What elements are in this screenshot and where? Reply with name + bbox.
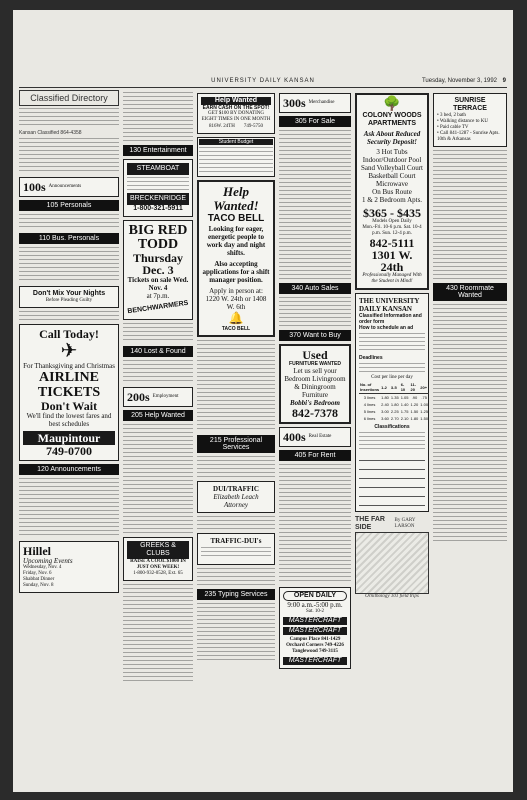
open-hours: 9:00 a.m.-5:00 p.m. [287, 601, 343, 609]
hillel-title: Hillel [23, 544, 51, 558]
fares-text: We'll find the lowest fares and best schedules [26, 412, 112, 428]
form-line[interactable] [359, 463, 425, 470]
ski-details [127, 177, 189, 191]
mastercraft-ad [279, 587, 351, 669]
rates-header-cell: 3-5 [390, 381, 400, 394]
campus-place: Campus Place 841-1429 [289, 637, 341, 642]
open-daily: OPEN DAILY [283, 591, 347, 601]
auto-sales-text [279, 297, 351, 327]
rates-cell: 2.25 [390, 409, 399, 414]
dont-wait: Don't Wait [40, 399, 98, 413]
column-2-bottom-text [123, 584, 193, 684]
mastercraft-logo: MASTERCRAFT [283, 617, 347, 625]
rates-cell: 2.70 [390, 416, 399, 421]
sunrise-feature: • 3 bed, 2 bath [437, 113, 466, 118]
bell-icon: 🔔 [228, 311, 244, 325]
rates-cell: 1.40 [400, 402, 409, 407]
rates-header-cell: No. of Insertions [360, 382, 380, 392]
section-want-to-buy: 370 Want to Buy [279, 330, 351, 341]
help-wanted-banner: Help Wanted [201, 97, 271, 105]
real-estate-header [279, 427, 351, 447]
colony-address: 1301 W. 24th [371, 248, 413, 274]
student-budget-text [199, 147, 273, 173]
earn-cash: EARN CASH ON THE SPOT! [202, 105, 270, 111]
taco-bell-apply: Also accepting applications for a shift manager position. [202, 260, 270, 284]
amenities-list [360, 148, 424, 204]
amenity-item: Indoor/Outdoor Pool [362, 156, 422, 164]
for-rent-text [279, 464, 351, 584]
rates-cell: 4 lines [363, 402, 376, 407]
rates-cell: 2.40 [381, 402, 389, 407]
rates-cell: 3.60 [381, 416, 389, 421]
sunrise-feature: • Call 841-1287 - Sunrise Apts. 10th & Arkansas [437, 131, 500, 142]
taco-bell-logo: TACO BELL [221, 326, 251, 332]
deadlines: Deadlines [359, 355, 383, 361]
colony-phone: 842-5111 [369, 236, 415, 250]
rates-row [359, 415, 429, 422]
announcements-header [19, 177, 119, 197]
hillel-event-3: Shabbat Dinner [23, 577, 55, 582]
rates-table [359, 381, 429, 422]
misc-text-2 [197, 568, 275, 586]
ski-ad [123, 159, 193, 217]
hillel-event-2: Friday, Nov. 6 [23, 571, 52, 576]
sunrise-terrace-ad [433, 93, 507, 147]
rates-header-cell: 1-2 [380, 381, 390, 394]
section-roommate-wanted: 430 Roommate Wanted [433, 283, 507, 301]
thanksgiving-text: For Thanksgiving and Christmas [23, 362, 115, 370]
column-3-text [197, 340, 275, 432]
typing-services-text [197, 603, 275, 663]
amenity-item: Microwave [376, 180, 408, 188]
ticket-sale: Tickets on sale Wed. Nov. 4 [127, 276, 189, 292]
furniture-call: Let us sell your Bedroom Livingroom & Diningroom Furniture [284, 367, 346, 399]
misc-text [197, 516, 275, 530]
used-title: Used [302, 348, 328, 362]
section-100s-subtitle: Announcements [48, 184, 82, 189]
misc-text [19, 311, 119, 321]
rates-cell: 3.00 [381, 409, 389, 414]
paper-name: UNIVERSITY DAILY KANSAN [211, 78, 315, 84]
ticket-time: at 7p.m. [146, 292, 170, 300]
traffic-dui-text [201, 547, 271, 559]
rates-header-cell: 20+ [419, 381, 429, 394]
column-6 [433, 90, 507, 786]
rates-cell: 1.20 [410, 402, 419, 407]
attorney-name: Elizabeth Leach Attorney [213, 493, 259, 509]
steamboat: STEAMBOAT [127, 163, 189, 175]
airline-tickets-ad [19, 324, 119, 461]
column-1 [19, 90, 119, 786]
section-professional-services: 215 Professional Services [197, 435, 275, 453]
open-saturday: Sat. 10-2 [305, 609, 325, 614]
classifications: Classifications [374, 424, 410, 430]
greeks-phone: 1-800-932-0528, Ext. 65 [133, 571, 183, 576]
ski-phone: 1-800-321-5911 [133, 205, 183, 212]
form-line[interactable] [359, 472, 425, 479]
section-400s: 400s [283, 430, 306, 444]
rates-cell: 1.05 [400, 395, 409, 400]
dont-mix-title: Don't Mix Your Nights [32, 290, 106, 297]
merchandise-header [279, 93, 351, 113]
bobbis-phone: 842-7378 [292, 406, 338, 420]
far-side-author: By GARY LARSON [394, 518, 416, 529]
plasma-ad [197, 93, 275, 134]
roommate-text [433, 304, 507, 544]
security-deposit: Ask About Reduced Security Deposit! [363, 130, 421, 146]
misc-text [123, 323, 193, 343]
page-number: 9 [502, 78, 507, 84]
taco-bell-address: Apply in person at: 1220 W. 24th or 1408 W. 6th [205, 287, 267, 311]
tree-icon: 🌳 [383, 97, 401, 112]
big-red-todd-ad [123, 220, 193, 320]
traffic-dui-ad [197, 533, 275, 565]
far-side-title: THE FAR SIDE [355, 516, 385, 531]
big-red-todd: BIG RED TODD [128, 223, 188, 252]
rates-cell: 1.50 [420, 416, 429, 421]
kansan-title: THE UNIVERSITY DAILY KANSAN [359, 297, 420, 313]
attorney-ad [197, 481, 275, 513]
kansan-order-form [355, 293, 429, 512]
hillel-event-4: Sunday, Nov. 8 [23, 583, 54, 588]
schedule-text [359, 333, 425, 353]
show-date: Thursday Dec. 3 [132, 251, 184, 277]
section-help-wanted: 205 Help Wanted [123, 410, 193, 421]
section-300s-subtitle: Merchandise [308, 100, 335, 105]
section-400s-subtitle: Real Estate [308, 434, 332, 439]
issue-date: Tuesday, November 3, 1992 [421, 78, 497, 84]
column-2-top-text [123, 92, 193, 142]
office-hours: Mon.-Fri. 10-6 p.m. Sat. 10-4 p.m. Sun. 12-4 p.m. [362, 225, 422, 236]
rates-cell: 1.25 [420, 409, 429, 414]
airline-tickets: AIRLINE TICKETS [37, 370, 101, 400]
hillel-event-1: Wednesday, Nov. 4 [23, 565, 62, 570]
personals-text [19, 214, 119, 230]
rates-cell: 5 lines [363, 409, 376, 414]
dui-traffic: DUI/TRAFFIC [213, 485, 259, 493]
help-wanted-text [123, 424, 193, 534]
rates-title: Cost per line per day [371, 375, 413, 380]
directory-note: Kansan Classified 864-4358 [19, 130, 82, 136]
rates-header-cell: 6-10 [400, 381, 410, 394]
greeks-clubs-ad [123, 537, 193, 581]
far-side-comic [355, 532, 429, 594]
column-3 [197, 90, 275, 786]
classified-directory-title: Classified Directory [19, 90, 119, 106]
section-for-rent: 405 For Rent [279, 450, 351, 461]
rates-cell: 6 lines [363, 416, 376, 421]
traffic-dui: TRAFFIC-DUI's [210, 537, 262, 545]
amenity-item: 3 Hot Tubs [376, 148, 408, 156]
orchard-corners: Orchard Corners 749-4226 [286, 643, 344, 648]
airplane-icon: ✈ [60, 340, 78, 362]
greeks-raise: RAISE A COOL $1000 IN JUST ONE WEEK! [130, 559, 186, 570]
for-sale-text [279, 130, 351, 280]
announcements-text [19, 478, 119, 538]
benchwarmers-logo: BENCHWARMERS [127, 299, 189, 316]
mastercraft-logo-2: MASTERCRAFT [283, 627, 347, 635]
managed-text: Professionally Managed With the Student in Mind! [362, 273, 422, 284]
plasma-phone: 749-5750 [243, 124, 264, 129]
section-for-sale: 305 For Sale [279, 116, 351, 127]
help-wanted-title: Help Wanted! [213, 184, 259, 213]
column-2 [123, 90, 193, 786]
far-side-header [355, 516, 429, 532]
kansan-info: Classified Information and order form [359, 313, 422, 325]
column-6-text [433, 150, 507, 280]
section-200s-subtitle: Employment [152, 394, 179, 399]
amenity-item: 1 & 2 Bedroom Apts. [361, 196, 423, 204]
sunrise-terrace: SUNRISE TERRACE [453, 97, 487, 112]
newspaper-page [13, 10, 513, 792]
rates-cell: .75 [421, 395, 427, 400]
price-range: $365 - $435 [363, 206, 421, 220]
models-open: Models Open Daily [372, 219, 412, 224]
column-4 [279, 90, 351, 786]
professional-services-text [197, 456, 275, 478]
tanglewood: Tanglewood 749-3115 [292, 649, 338, 654]
taco-bell-ad [197, 180, 275, 337]
section-typing-services: 235 Typing Services [197, 589, 275, 600]
far-side-caption: Ornithology 101 field trips [365, 594, 419, 599]
section-lost-found: 140 Lost & Found [123, 346, 193, 357]
classifications-list [359, 432, 425, 452]
used-furniture-ad [279, 344, 351, 424]
section-personals: 105 Personals [19, 200, 119, 211]
form-line[interactable] [359, 454, 425, 461]
sunrise-feature: • Walking distance to KU [437, 119, 488, 124]
amenity-item: Basketball Court [368, 172, 416, 180]
form-line[interactable] [359, 499, 425, 506]
amenity-item: On Bus Route [372, 188, 412, 196]
hillel-ad [19, 541, 119, 593]
call-today: Call Today! [39, 327, 99, 341]
student-budget: Student Budget [199, 139, 273, 145]
directory-body-text [19, 138, 119, 174]
bus-personals-text [19, 247, 119, 283]
rates-cell: 3 lines [363, 395, 376, 400]
dont-mix-subtitle: Before Pleading Guilty [45, 298, 93, 303]
section-100s: 100s [23, 180, 46, 194]
form-line[interactable] [359, 490, 425, 497]
section-200s: 200s [127, 390, 150, 404]
bobbis-bedroom: Bobbi's Bedroom [290, 399, 340, 407]
donate-amount: GET $100 BY DONATING EIGHT TIMES IN ONE MONTH [201, 111, 271, 122]
rates-row [359, 401, 429, 408]
rates-row [359, 394, 429, 402]
mastercraft-logo-bottom: MASTERCRAFT [283, 657, 347, 665]
greeks-clubs: GREEKS & CLUBS [127, 541, 189, 559]
page-header [19, 78, 507, 88]
section-entertainment: 130 Entertainment [123, 145, 193, 156]
rates-row [359, 408, 429, 415]
rates-cell: 1.35 [390, 395, 399, 400]
rates-cell: 1.00 [420, 402, 429, 407]
section-300s: 300s [283, 96, 306, 110]
rates-cell: 2.10 [400, 416, 409, 421]
dont-mix-ad [19, 286, 119, 308]
taco-bell-text: Looking for eager, energetic people to work day and night shifts. [206, 225, 266, 257]
rates-cell: 1.75 [400, 409, 409, 414]
taco-bell-name: TACO BELL [207, 213, 265, 224]
rates-header-cell: 11-20 [410, 381, 420, 394]
employment-header [123, 387, 193, 407]
sunrise-feature: • Paid cable TV [437, 125, 469, 130]
deadlines-text [359, 363, 425, 373]
furniture-wanted: FURNITURE WANTED [289, 361, 341, 367]
rates-cell: 1.50 [410, 409, 419, 414]
column-5 [355, 90, 429, 786]
plasma-address: 816W. 24TH [208, 124, 235, 129]
rates-cell: 1.80 [390, 402, 399, 407]
maupintour-phone: 749-0700 [46, 444, 92, 458]
rates-cell: 1.80 [410, 416, 419, 421]
form-line[interactable] [359, 481, 425, 488]
breckenridge: BRECKENRIDGE [127, 193, 189, 205]
how-to-schedule: How to schedule an ad [359, 325, 414, 331]
amenity-item: Sand Volleyball Court [361, 164, 423, 172]
section-announcements: 120 Announcements [19, 464, 119, 475]
student-budget-ad [197, 137, 275, 177]
hillel-events: Upcoming Events [23, 557, 73, 565]
lost-found-text [123, 360, 193, 384]
rates-cell: .90 [411, 395, 418, 400]
rates-cell: 1.80 [381, 395, 389, 400]
section-auto-sales: 340 Auto Sales [279, 283, 351, 294]
section-bus-personals: 110 Bus. Personals [19, 233, 119, 244]
sunrise-features [437, 113, 503, 143]
maupintour-logo: Maupintour [23, 431, 115, 445]
directory-list [19, 108, 119, 128]
colony-woods-name: COLONY WOODS APARTMENTS [362, 112, 422, 127]
colony-woods-ad [355, 93, 429, 290]
